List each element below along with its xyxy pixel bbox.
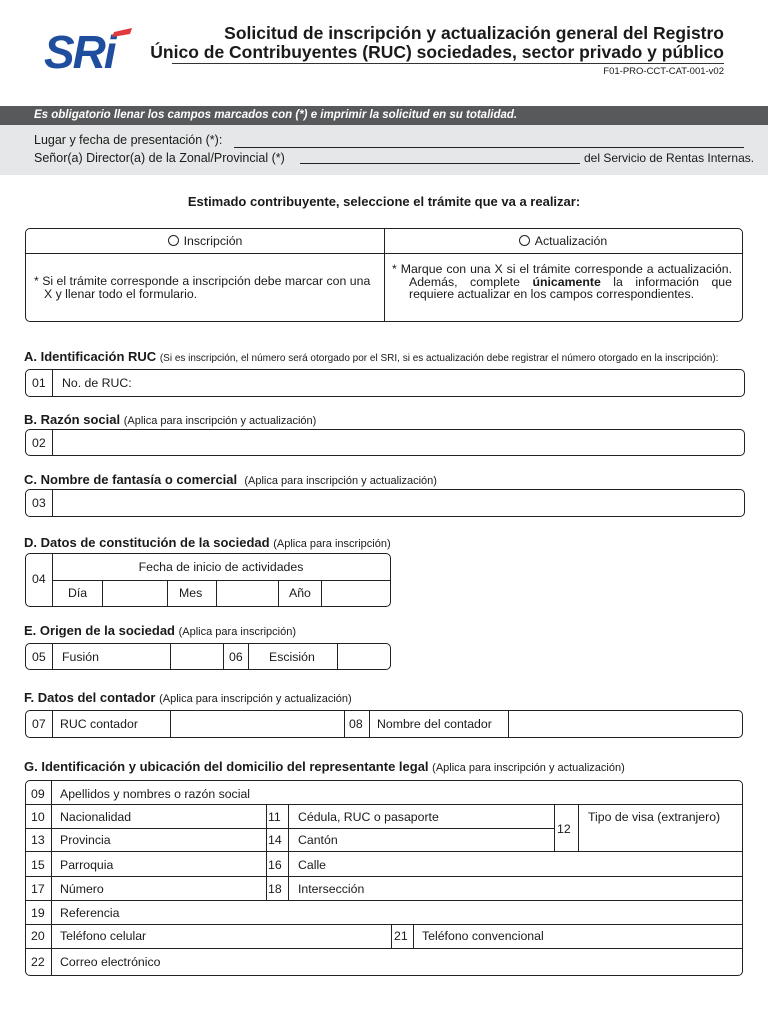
referencia-field[interactable]: Referencia (60, 906, 120, 920)
calle-field[interactable]: Calle (298, 858, 327, 872)
director-label: Señor(a) Director(a) de la Zonal/Provincial (*) (34, 151, 285, 165)
mandatory-notice-band (0, 106, 768, 125)
parroquia-field[interactable]: Parroquia (60, 858, 114, 872)
field-num-06: 06 (229, 650, 243, 664)
inscripcion-radio[interactable] (168, 235, 179, 246)
ruc-number-label: No. de RUC: (62, 376, 132, 390)
mes-input[interactable] (217, 581, 278, 606)
field-num-03: 03 (32, 496, 46, 510)
director-zone-input[interactable] (300, 163, 580, 164)
numero-field[interactable]: Número (60, 882, 104, 896)
field-num-08: 08 (349, 717, 363, 731)
nombre-contador-label: Nombre del contador (377, 717, 492, 731)
nombre-contador-input[interactable] (509, 711, 742, 737)
cedula-ruc-pasaporte-field[interactable]: Cédula, RUC o pasaporte (298, 810, 439, 824)
sri-logo (44, 26, 134, 74)
tipo-visa-field[interactable]: Tipo de visa (extranjero) (588, 810, 721, 824)
actualizacion-label: Actualización (534, 234, 608, 248)
field-num-01: 01 (32, 376, 46, 390)
section-d-title: D. Datos de constitución de la sociedad (Aplica para inscripción) (24, 535, 391, 550)
mandatory-notice: Es obligatorio llenar los campos marcados con (*) e imprimir la solicitud en su totalidad. (34, 109, 518, 121)
place-date-input[interactable] (234, 147, 744, 148)
presentation-band (0, 125, 768, 175)
field-num-18: 18 (268, 882, 282, 896)
form-title-line1: Solicitud de inscripción y actualización general del Registro (224, 23, 724, 43)
field-num-14: 14 (268, 833, 282, 847)
form-title (124, 24, 724, 62)
origen-sociedad-group (25, 643, 391, 670)
provincia-field[interactable]: Provincia (60, 833, 111, 847)
field-num-13: 13 (31, 833, 45, 847)
svg-text:SRi: SRi (44, 26, 115, 74)
actualizacion-radio[interactable] (519, 235, 530, 246)
field-num-16: 16 (268, 858, 282, 872)
field-num-19: 19 (31, 906, 45, 920)
ruc-contador-input[interactable] (171, 711, 344, 737)
section-g-title: G. Identificación y ubicación del domicilio del representante legal (Aplica para inscripción y actualización) (24, 759, 625, 774)
section-f-title: F. Datos del contador (Aplica para inscripción y actualización) (24, 690, 352, 705)
section-e-title: E. Origen de la sociedad (Aplica para inscripción) (24, 623, 297, 638)
field-num-09: 09 (31, 787, 45, 801)
form-code: F01-PRO-CCT-CAT-001-v02 (603, 66, 724, 77)
fecha-inicio-header: Fecha de inicio de actividades (138, 560, 304, 574)
interseccion-field[interactable]: Intersección (298, 882, 365, 896)
inscripcion-option[interactable] (26, 234, 384, 248)
razon-social-field[interactable] (25, 429, 745, 456)
procedure-prompt: Estimado contribuyente, seleccione el trámite que va a realizar: (187, 194, 581, 209)
field-num-07: 07 (32, 717, 46, 731)
actualizacion-note: * Marque con una X si el trámite corresponde a actualización. Además, complete únicamente la información que requiere actualizar en los campos correspondientes. (392, 262, 732, 301)
field-num-15: 15 (31, 858, 45, 872)
inscripcion-note: * Si el trámite corresponde a inscripción debe marcar con una X y llenar todo el formulario. (34, 274, 371, 301)
anio-input[interactable] (322, 581, 390, 606)
representante-legal-table (25, 780, 743, 976)
telefono-convencional-field[interactable]: Teléfono convencional (422, 929, 544, 943)
field-num-10: 10 (31, 810, 45, 824)
fusion-input[interactable] (171, 644, 223, 669)
telefono-celular-field[interactable]: Teléfono celular (60, 929, 147, 943)
fecha-inicio-group (25, 553, 391, 607)
place-date-label: Lugar y fecha de presentación (*): (34, 133, 223, 147)
form-title-line2: Único de Contribuyentes (RUC) sociedades, sector privado y público (150, 42, 724, 62)
field-num-02: 02 (32, 436, 46, 450)
field-num-20: 20 (31, 929, 45, 943)
field-num-21: 21 (394, 929, 408, 943)
dia-label: Día (68, 586, 88, 600)
field-num-05: 05 (32, 650, 46, 664)
correo-electronico-field[interactable]: Correo electrónico (60, 955, 161, 969)
field-num-12: 12 (557, 822, 571, 836)
field-num-04: 04 (32, 572, 46, 586)
section-b-title: B. Razón social (Aplica para inscripción y actualización) (24, 412, 317, 427)
header-divider (172, 63, 724, 64)
nacionalidad-field[interactable]: Nacionalidad (60, 810, 132, 824)
contador-group (25, 710, 743, 738)
section-a-title: A. Identificación RUC (Si es inscripción, el número será otorgado por el SRI, si es actualización debe registrar el número otorgado en la inscripción): (24, 349, 719, 364)
actualizacion-option[interactable] (384, 234, 742, 248)
director-suffix: del Servicio de Rentas Internas. (584, 151, 755, 165)
procedure-selection-box (25, 228, 743, 322)
fusion-label: Fusión (62, 650, 99, 664)
dia-input[interactable] (103, 581, 167, 606)
escision-label: Escisión (269, 650, 315, 664)
section-c-title: C. Nombre de fantasía o comercial (Aplica para inscripción y actualización) (24, 472, 437, 487)
field-num-17: 17 (31, 882, 45, 896)
escision-input[interactable] (338, 644, 390, 669)
ruc-contador-label: RUC contador (60, 717, 138, 731)
nombre-comercial-field[interactable] (25, 489, 745, 517)
inscripcion-label: Inscripción (183, 234, 243, 248)
field-num-22: 22 (31, 955, 45, 969)
canton-field[interactable]: Cantón (298, 833, 338, 847)
mes-label: Mes (179, 586, 203, 600)
anio-label: Año (289, 586, 311, 600)
field-num-11: 11 (268, 810, 281, 824)
ruc-number-field[interactable] (25, 369, 745, 397)
apellidos-nombres-field[interactable]: Apellidos y nombres o razón social (60, 787, 251, 801)
